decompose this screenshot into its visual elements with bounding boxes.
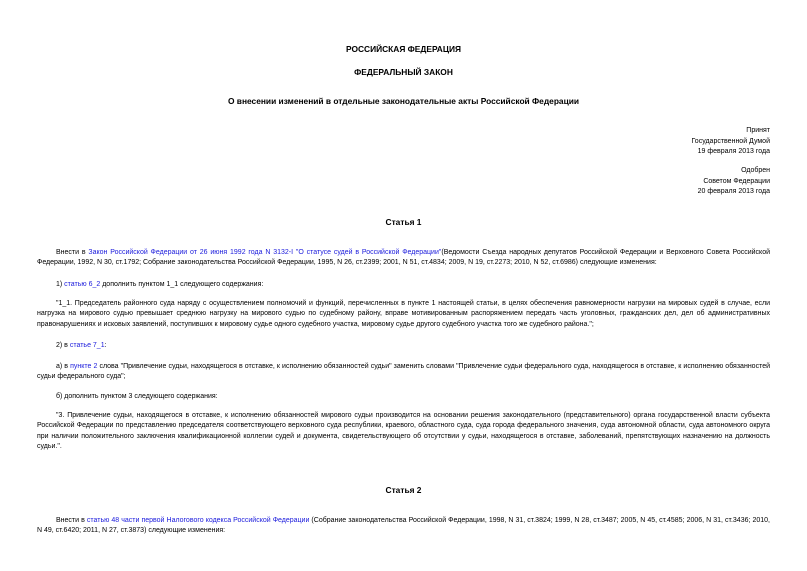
text-fragment: слова "Привлечение судьи, находящегося в отставке, к исполнению обязанностей судьи" заменить словами "Привлечение судьи федерального суда, находящегося в отставке, к исполнению обязанностей судьи федерального суда"; xyxy=(37,363,771,381)
article-7-1-link[interactable]: статье 7_1 xyxy=(69,342,105,349)
article-1-item-1 xyxy=(37,280,770,290)
law-3132-link[interactable]: Закон Российской Федерации от 26 июня 1992 года N 3132-I "О статусе судей в Российской Федерации" xyxy=(88,249,442,256)
adoption-duma xyxy=(691,126,770,158)
country-heading: РОССИЙСКАЯ ФЕДЕРАЦИЯ xyxy=(345,44,462,54)
article-1-intro xyxy=(37,248,770,269)
adoption-federation-council xyxy=(698,166,770,198)
article-2-heading: Статья 2 xyxy=(385,485,422,495)
article-1-item-2a xyxy=(37,362,770,383)
article-2-intro xyxy=(37,516,770,537)
text-fragment: а) в xyxy=(56,363,71,370)
adoption-line: Одобрен xyxy=(741,167,770,174)
article-1-heading: Статья 1 xyxy=(385,217,422,227)
law-type-heading: ФЕДЕРАЛЬНЫЙ ЗАКОН xyxy=(354,67,453,77)
tax-code-article-48-link[interactable]: статью 48 части первой Налогового кодекса Российской Федерации xyxy=(86,517,310,524)
text-fragment: : xyxy=(104,342,107,349)
adoption-line: Государственной Думой xyxy=(691,137,770,145)
text-fragment: (Ведомости Съезда народных депутатов Российской Федерации и Верховного Совета Российской Федерации, 1992, N 30, ст.1792; Собрание законодательства Российской Федерации, 1995, N 26, ст.2399; 2001, N 51, ст.4834; 2009, N 19, ст.2273; 2010, N 52, ст.6986) следующие изменения: xyxy=(37,249,770,267)
text-fragment: (Собрание законодательства Российской Федерации, 1998, N 31, ст.3824; 1999, N 28, ст.3487; 2005, N 45, ст.4585; 2006, N 31, ст.3436; 2010, N 49, ст.6420; 2011, N 27, ст.3873) следующие изменения: xyxy=(37,517,770,535)
adoption-line: Принят xyxy=(746,127,770,134)
adoption-line: Советом Федерации xyxy=(703,177,770,185)
text-fragment: 1) xyxy=(56,281,65,288)
article-1-item-2b: б) дополнить пунктом 3 следующего содержания: xyxy=(56,393,218,400)
text-fragment: Внести в xyxy=(56,517,87,524)
article-1-item-1-quote: "1_1. Председатель районного суда наряду с осуществлением полномочий и функций, перечисленных в пункте 1 настоящей статьи, в целях обеспечения равномерности нагрузки на мировых судей в случае, если нагрузка на мирового судью превышает среднюю нагрузку на мирового судью по судебному району, вправе мотивированным распоряжением передать часть уголовных, гражданских дел, дел об административных правонарушениях и исковых заявлений, поступивших к мировому судье одного судебного участка, мировому судье другого судебного участка того же судебного района."; xyxy=(37,300,770,328)
adoption-line: 19 февраля 2013 года xyxy=(697,148,770,156)
article-1-item-2 xyxy=(37,341,770,351)
text-fragment: Внести в xyxy=(56,249,89,256)
adoption-line: 20 февраля 2013 года xyxy=(697,188,770,196)
text-fragment: дополнить пунктом 1_1 следующего содержания: xyxy=(100,281,264,288)
clause-2-link[interactable]: пункте 2 xyxy=(70,363,98,370)
text-fragment: 2) в xyxy=(56,342,70,349)
article-6-2-link[interactable]: статью 6_2 xyxy=(64,281,101,288)
document-title: О внесении изменений в отдельные законодательные акты Российской Федерации xyxy=(227,96,580,106)
article-1-item-2b-quote: "3. Привлечение судьи, находящегося в отставке, к исполнению обязанностей мирового судьи производится на основании решения законодательного (представительного) органа государственной власти субъекта Российской Федерации по представлению председателя соответствующего верховного суда республики, краевого, областного суда, суда города федерального значения, суда автономной области, суда автономного округа при наличии положительного заключения квалификационной коллегии судей и документа, свидетельствующего об отсутствии у судьи, находящегося в отставке, заболеваний, препятствующих назначению на должность судьи.". xyxy=(37,412,770,451)
